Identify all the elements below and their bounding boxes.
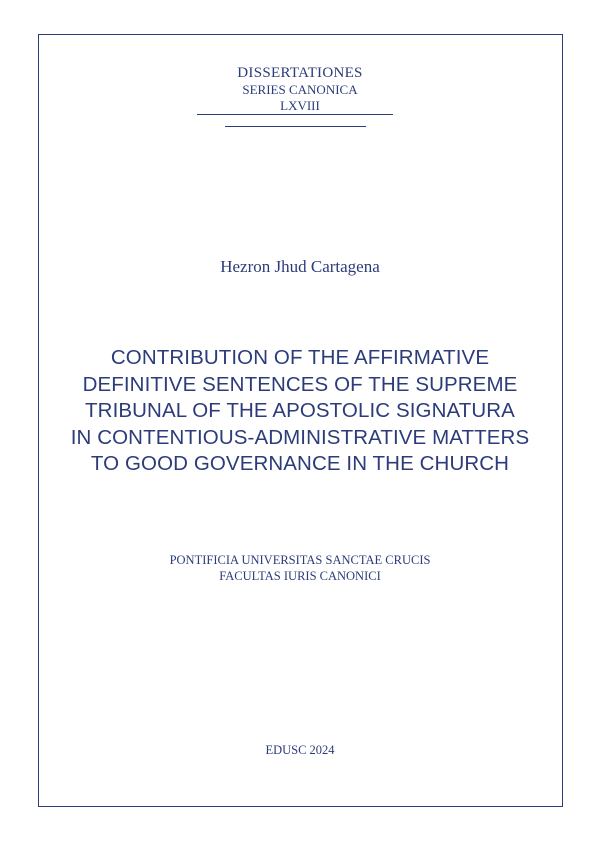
faculty-name: FACULTAS IURIS CANONICI bbox=[219, 569, 381, 583]
series-volume: LXVIII bbox=[280, 98, 320, 113]
title-line: IN CONTENTIOUS-ADMINISTRATIVE MATTERS bbox=[70, 425, 530, 449]
title-line: DEFINITIVE SENTENCES OF THE SUPREME bbox=[82, 372, 518, 396]
title-line: TRIBUNAL OF THE APOSTOLIC SIGNATURA bbox=[85, 399, 515, 422]
author-name: Hezron Jhud Cartagena bbox=[220, 257, 380, 276]
series-block bbox=[0, 64, 600, 114]
series-divider-upper bbox=[197, 114, 393, 115]
title-line: CONTRIBUTION OF THE AFFIRMATIVE bbox=[110, 346, 490, 369]
publisher-imprint: EDUSC 2024 bbox=[265, 743, 335, 757]
institution-block bbox=[0, 552, 600, 584]
series-subseries: SERIES CANONICA bbox=[242, 82, 358, 97]
book-title bbox=[40, 345, 560, 478]
series-name: DISSERTATIONES bbox=[237, 65, 363, 81]
title-line: TO GOOD GOVERNANCE IN THE CHURCH bbox=[90, 452, 510, 475]
series-divider-lower bbox=[225, 126, 366, 127]
university-name: PONTIFICIA UNIVERSITAS SANCTAE CRUCIS bbox=[169, 553, 431, 567]
